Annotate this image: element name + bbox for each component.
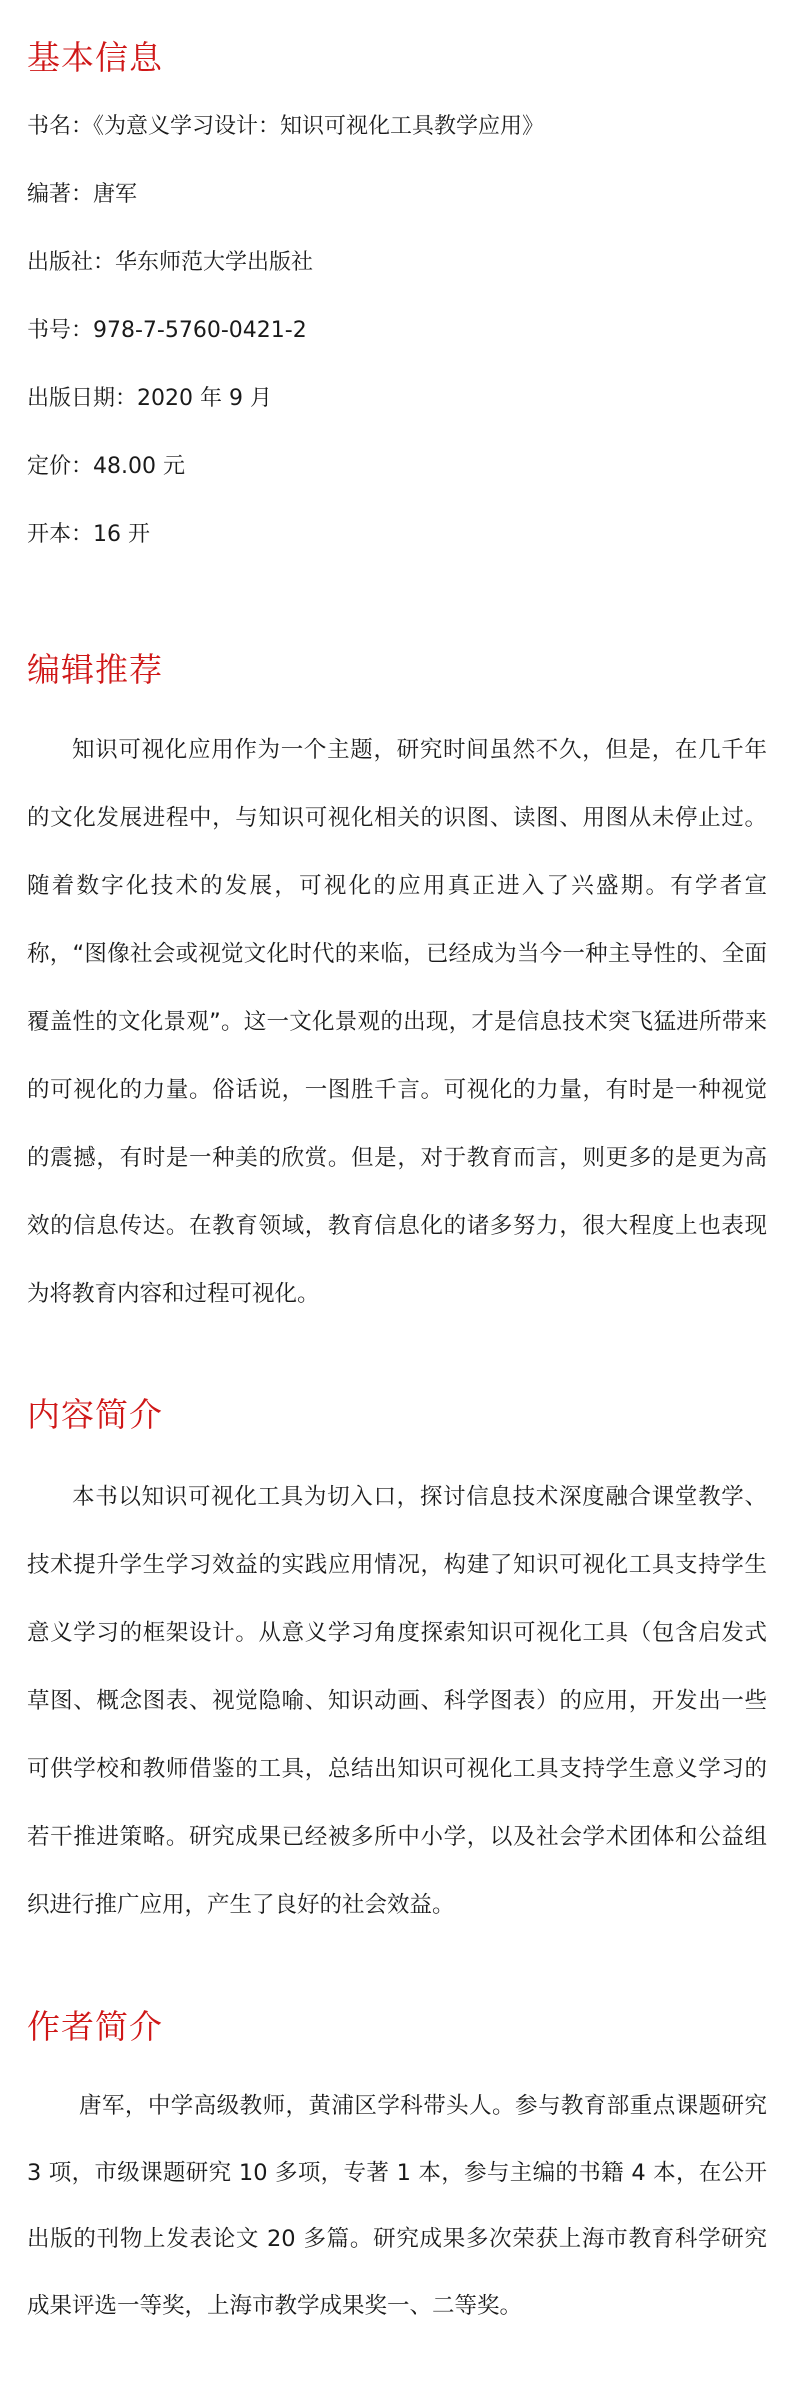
info-format: 开本：16 开 [27,522,150,547]
author-intro-section [27,1997,767,2377]
info-editor: 编著：唐军 [27,182,138,207]
info-isbn: 书号：978-7-5760-0421-2 [27,318,307,343]
editor-recommendation-text: 知识可视化应用作为一个主题，研究时间虽然不久，但是，在几千年的文化发展进程中，与知识可视化相关的识图、读图、用图从未停止过。随着数字化技术的发展，可视化的应用真正进入了兴盛期。有学者宣称，“图像社会或视觉文化时代的来临，已经成为当今一种主导性的、全面覆盖性的文化景观”。这一文化景观的出现，才是信息技术突飞猛进所带来的可视化的力量。俗话说，一图胜千言。可视化的力量，有时是一种视觉的震撼，有时是一种美的欣赏。但是，对于教育而言，则更多的是更为高效的信息传达。在教育领域，教育信息化的诸多努力，很大程度上也表现为将教育内容和过程可视化。 [27,737,767,1307]
basic-info-section [27,0,767,580]
info-publish-date: 出版日期：2020 年 9 月 [27,386,272,411]
author-intro-text: 唐军，中学高级教师，黄浦区学科带头人。参与教育部重点课题研究 3 项，市级课题研究 10 多项，专著 1 本，参与主编的书籍 4 本，在公开出版的刊物上发表论文 20 多篇。研究成果多次荣获上海市教育科学研究成果评选一等奖，上海市教学成果奖一、二等奖。 [27,2093,767,2319]
info-publisher: 出版社：华东师范大学出版社 [27,250,314,275]
content-summary-heading: 内容简介 [27,1395,163,1434]
basic-info-heading: 基本信息 [27,38,163,77]
content-summary-section [27,1385,767,1945]
editor-recommendation-heading: 编辑推荐 [27,650,163,689]
author-intro-heading: 作者简介 [27,2007,163,2046]
info-price: 定价：48.00 元 [27,454,185,479]
info-book-title: 书名：《为意义学习设计：知识可视化工具教学应用》 [27,114,545,139]
content-summary-text: 本书以知识可视化工具为切入口，探讨信息技术深度融合课堂教学、技术提升学生学习效益的实践应用情况，构建了知识可视化工具支持学生意义学习的框架设计。从意义学习角度探索知识可视化工具（包含启发式草图、概念图表、视觉隐喻、知识动画、科学图表）的应用，开发出一些可供学校和教师借鉴的工具，总结出知识可视化工具支持学生意义学习的若干推进策略。研究成果已经被多所中小学，以及社会学术团体和公益组织进行推广应用，产生了良好的社会效益。 [27,1484,767,1918]
editor-recommendation-section [27,640,767,1320]
